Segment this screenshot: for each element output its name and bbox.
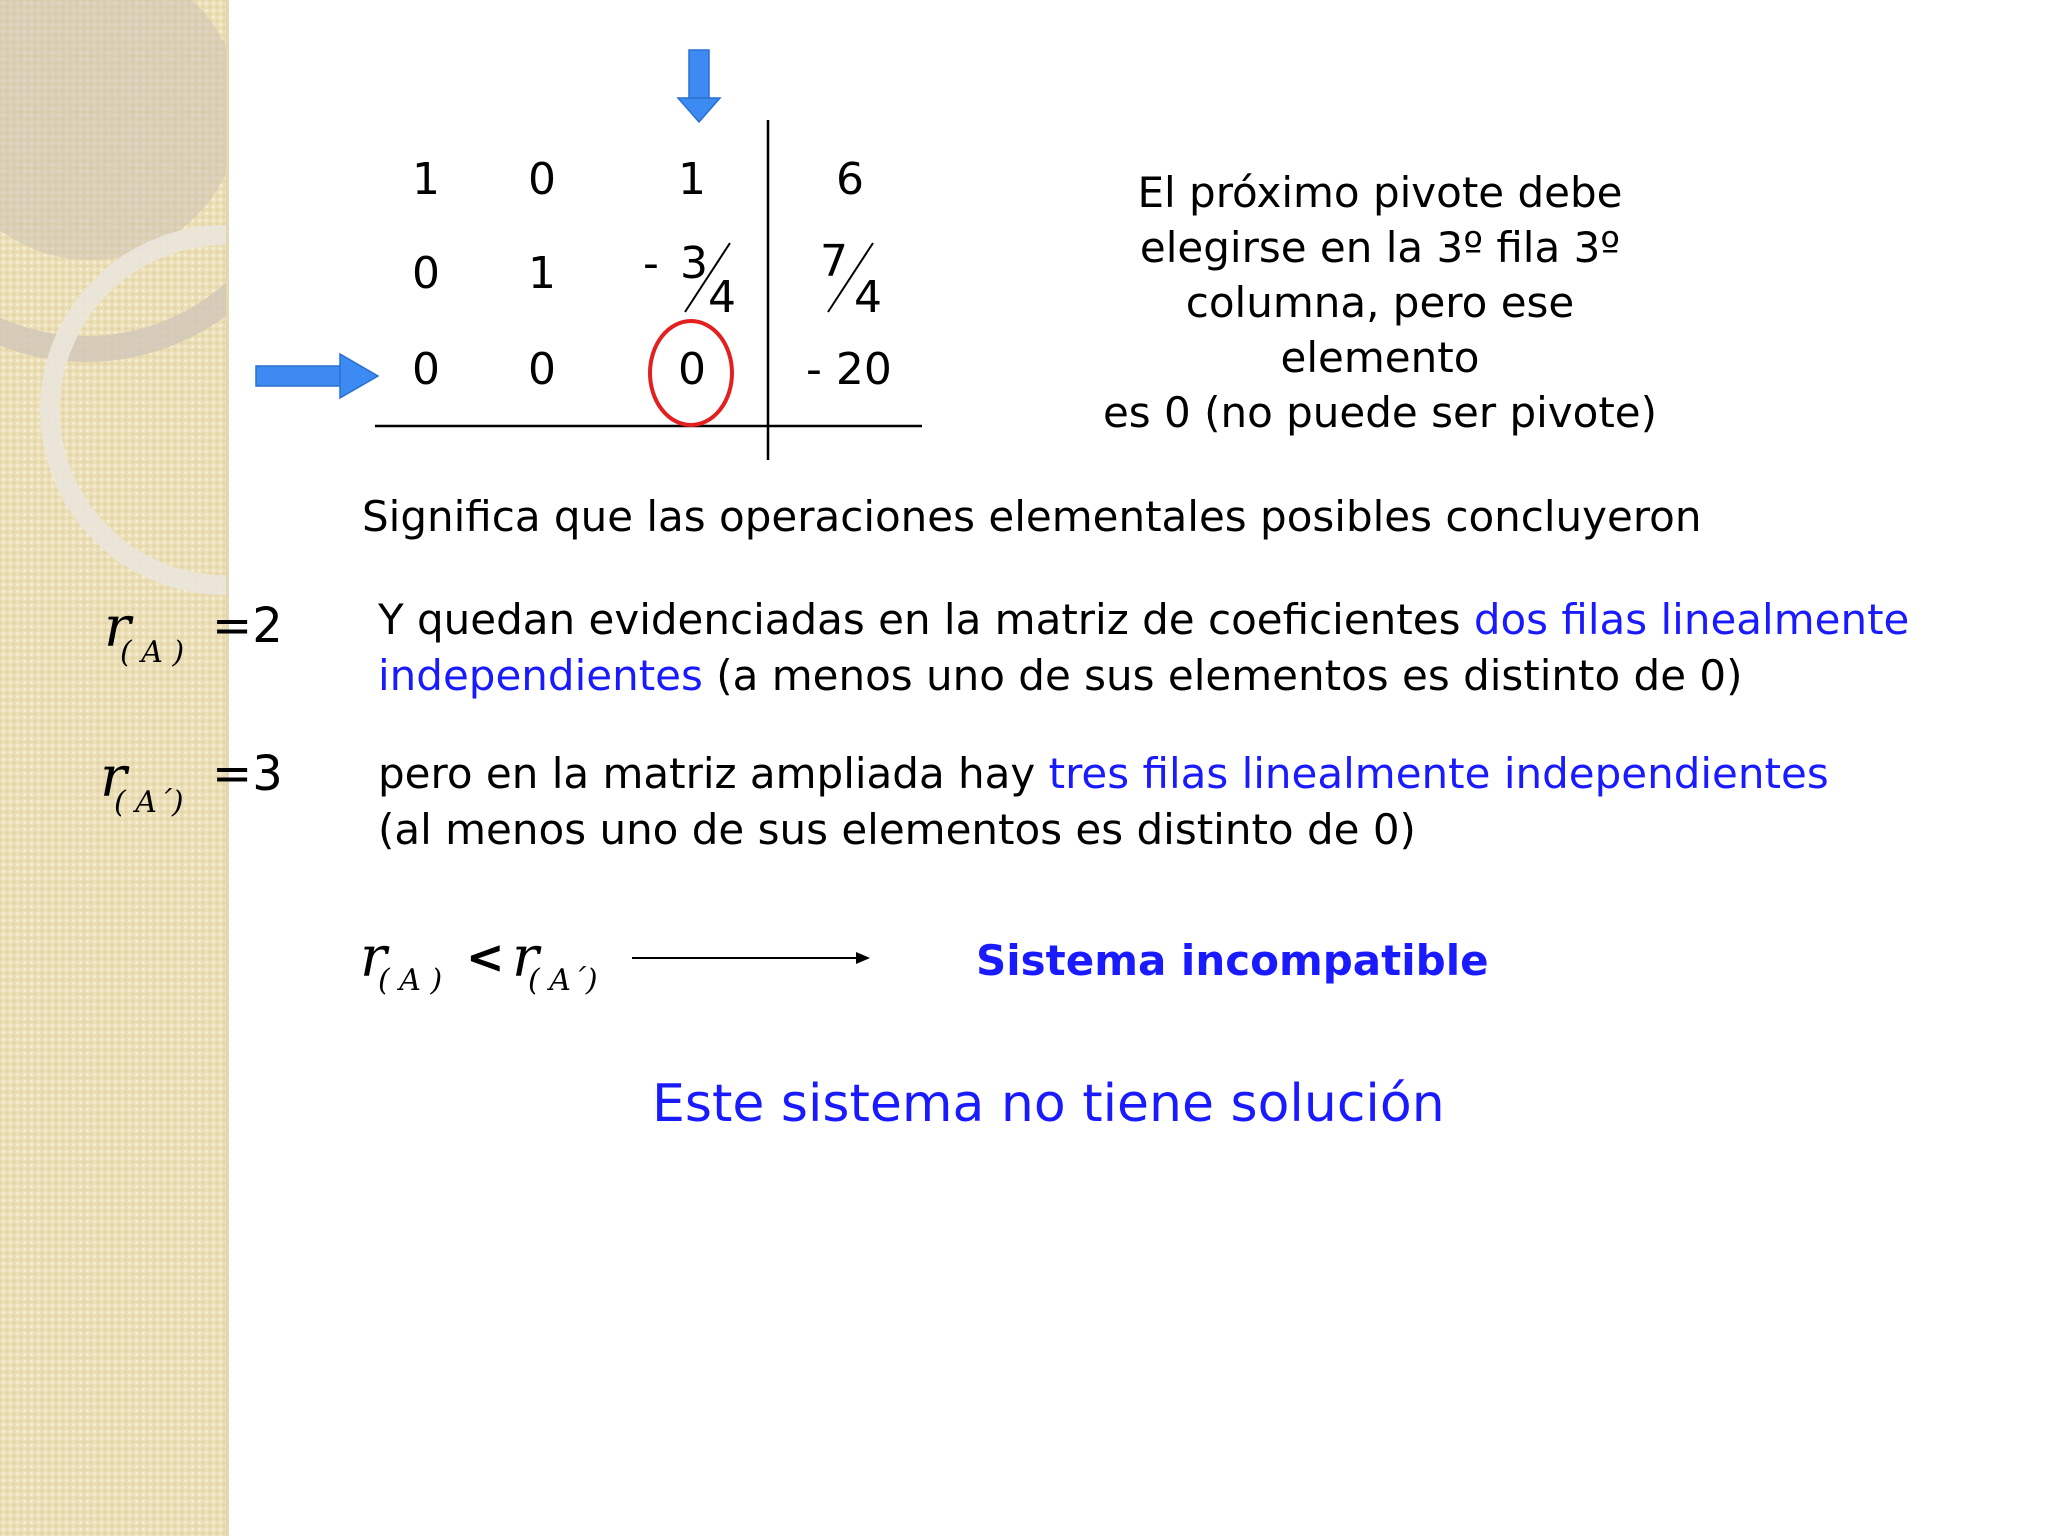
note-line: es 0 (no puede ser pivote) [1102, 388, 1658, 437]
matrix-cell: 6 [836, 154, 864, 205]
rank-symbol: r [104, 595, 131, 660]
fraction-numerator: 7 [820, 236, 848, 287]
right-arrow-icon [256, 354, 378, 398]
pivot-note [1080, 165, 1680, 440]
result-label: Sistema incompatible [976, 936, 1489, 985]
rank-subscript: ( A´) [528, 963, 598, 998]
matrix-cell: 1 [678, 154, 706, 205]
down-arrow-icon [678, 50, 720, 122]
paragraph-text: pero en la matriz ampliada hay [378, 749, 1049, 798]
matrix-cell: 1 [528, 248, 556, 299]
fraction-denominator: 4 [708, 272, 736, 323]
highlight-text: independientes [378, 651, 703, 700]
paragraph-text: Y quedan evidenciadas en la matriz de coeficientes [378, 595, 1474, 644]
matrix-cell: 0 [412, 248, 440, 299]
fraction-sign: - [643, 238, 659, 289]
matrix-cell: 0 [528, 344, 556, 395]
note-line: elegirse en la 3º fila 3º [1139, 223, 1621, 272]
highlight-text: dos filas linealmente [1473, 595, 1910, 644]
rank-subscript: ( A´) [114, 785, 184, 820]
fraction-numerator: 3 [680, 238, 708, 289]
matrix-cell: 0 [412, 344, 440, 395]
final-statement: Este sistema no tiene solución [652, 1074, 1445, 1134]
rank-value: =2 [212, 598, 283, 654]
paragraph-text: (a menos uno de sus elementos es distinto de 0) [702, 651, 1743, 700]
paragraph-rank-a-prime [378, 746, 1998, 858]
conclusion-text: Significa que las operaciones elementales posibles concluyeron [362, 492, 1702, 541]
rank-symbol: r [360, 925, 387, 990]
highlight-text: tres filas linealmente independientes [1048, 749, 1829, 798]
rank-symbol: r [100, 745, 127, 810]
rank-value: =3 [212, 746, 283, 802]
note-line: columna, pero ese elemento [1185, 278, 1575, 382]
paragraph-text: (al menos uno de sus elementos es distinto de 0) [378, 805, 1416, 854]
paragraph-rank-a [378, 592, 1998, 704]
matrix-cell: - 20 [806, 344, 892, 395]
less-than-operator: < [466, 930, 505, 984]
fraction-denominator: 4 [854, 272, 882, 323]
rank-subscript: ( A ) [120, 635, 185, 670]
rank-symbol: r [512, 925, 539, 990]
matrix-cell: 0 [528, 154, 556, 205]
implication-arrow-icon [632, 952, 870, 964]
matrix-cell-pivot: 0 [678, 344, 706, 395]
matrix-cell: 1 [412, 154, 440, 205]
rank-subscript: ( A ) [378, 963, 443, 998]
note-line: El próximo pivote debe [1137, 168, 1623, 217]
